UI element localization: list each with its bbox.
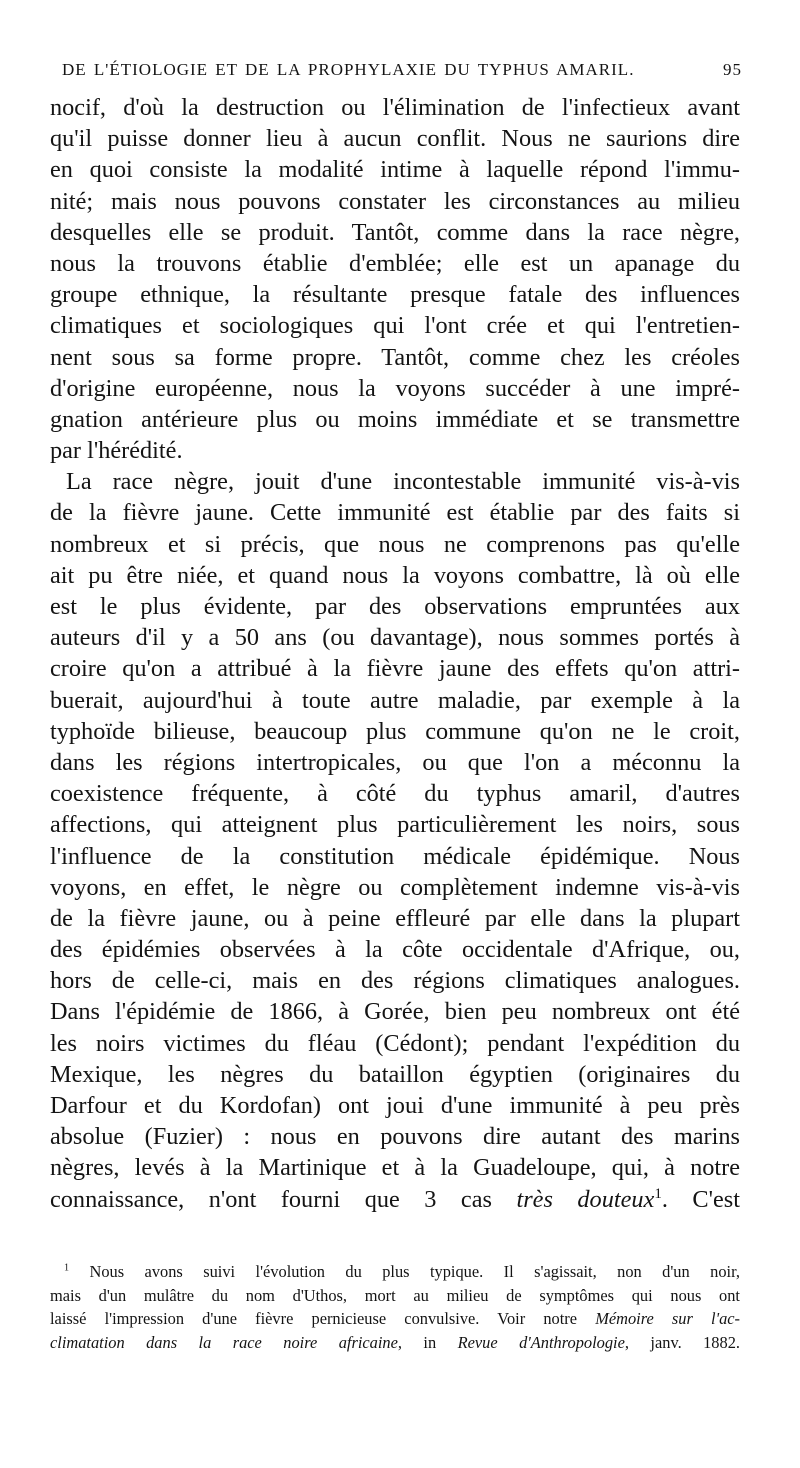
footnote-marker: 1 <box>64 1262 70 1274</box>
footnote-text: , janv. 1882. <box>624 1332 740 1352</box>
text-line: gnation antérieure plus ou moins immédiate et se transmettre <box>50 405 740 433</box>
running-title: DE L'ÉTIOLOGIE ET DE LA PROPHYLAXIE DU TYPHUS AMARIL. <box>62 60 635 79</box>
text-line: groupe ethnique, la résultante presque fatale des influences <box>50 281 740 309</box>
text-line: Dans l'épidémie de 1866, à Gorée, bien peu nombreux ont été <box>50 998 740 1026</box>
text-line: typhoïde bilieuse, beaucoup plus commune qu'on ne le croit, <box>50 717 740 745</box>
text-line: dans les régions intertropicales, ou que l'on a méconnu la <box>50 748 740 776</box>
running-head <box>62 60 742 86</box>
text-line: Mexique, les nègres du bataillon égyptien (originaires du <box>50 1060 740 1088</box>
text-line: qu'il puisse donner lieu à aucun conflit. Nous ne saurions dire <box>50 125 740 153</box>
text-line-with-note <box>50 1184 740 1215</box>
text-line: nous la trouvons établie d'emblée; elle est un apanage du <box>50 249 740 277</box>
footnote-title: Mémoire sur l'ac- <box>595 1309 740 1329</box>
text-line: nombreux et si précis, que nous ne comprenons pas qu'elle <box>50 530 740 558</box>
text-line: buerait, aujourd'hui à toute autre maladie, par exemple à la <box>50 686 740 714</box>
footnote-text: Nous avons suivi l'évolution du plus typique. Il s'agissait, non d'un noir, <box>89 1262 740 1281</box>
text-line: des épidémies observées à la côte occidentale d'Afrique, ou, <box>50 936 740 964</box>
text-fragment: connaissance, n'ont fourni que 3 cas <box>50 1185 517 1213</box>
footnote-text: laissé l'impression d'une fièvre pernicieuse convulsive. Voir notre <box>50 1309 596 1329</box>
text-line: les noirs victimes du fléau (Cédont); pendant l'expédition du <box>50 1029 740 1057</box>
footnote-line <box>50 1260 740 1284</box>
footnote-line: mais d'un mulâtre du nom d'Uthos, mort au milieu de symptômes qui nous ont <box>50 1285 740 1305</box>
text-line: est le plus évidente, par des observations empruntées aux <box>50 593 740 620</box>
text-line: auteurs d'il y a 50 ans (ou davantage), nous sommes portés à <box>50 624 740 652</box>
page-number: 95 <box>723 60 742 79</box>
text-line: desquelles elle se produit. Tantôt, comme dans la race nègre, <box>50 218 740 246</box>
text-line: voyons, en effet, le nègre ou complètement indemne vis-à-vis <box>50 873 740 901</box>
text-line: l'influence de la constitution médicale épidémique. Nous <box>50 842 740 870</box>
footnote-reference[interactable]: 1 <box>654 1185 662 1202</box>
text-line: en quoi consiste la modalité intime à laquelle répond l'immu- <box>50 156 740 184</box>
footnote-text: , in <box>397 1332 458 1352</box>
text-line: absolue (Fuzier) : nous en pouvons dire autant des marins <box>50 1123 740 1151</box>
text-line: nocif, d'où la destruction ou l'élimination de l'infectieux avant <box>50 94 740 121</box>
text-line: nent sous sa forme propre. Tantôt, comme chez les créoles <box>50 343 740 371</box>
paragraph-end-line: par l'hérédité. <box>50 437 183 465</box>
text-line: hors de celle-ci, mais en des régions climatiques analogues. <box>50 967 740 995</box>
text-line: Darfour et du Kordofan) ont joui d'une immunité à peu près <box>50 1092 740 1119</box>
text-fragment: . C'est <box>661 1185 740 1213</box>
text-line: nité; mais nous pouvons constater les circonstances au milieu <box>50 187 740 215</box>
body-text <box>50 92 740 1215</box>
text-line: coexistence fréquente, à côté du typhus amaril, d'autres <box>50 780 740 808</box>
text-line: de la fièvre jaune. Cette immunité est établie par des faits si <box>50 499 740 527</box>
text-line: d'origine européenne, nous la voyons succéder à une impré- <box>50 374 740 402</box>
text-line: ait pu être niée, et quand nous la voyons combattre, là où elle <box>50 561 740 589</box>
text-line: affections, qui atteignent plus particulièrement les noirs, sous <box>50 811 740 839</box>
text-line: croire qu'on a attribué à la fièvre jaune des effets qu'on attri- <box>50 655 740 683</box>
text-line: climatiques et sociologiques qui l'ont crée et qui l'entretien- <box>50 312 740 340</box>
footnote-line <box>50 1307 740 1331</box>
text-line: de la fièvre jaune, ou à peine effleuré par elle dans la plupart <box>50 904 740 932</box>
footnote-line <box>50 1331 740 1355</box>
footnote-journal: Revue d'Anthropologie <box>457 1332 625 1352</box>
text-line: nègres, levés à la Martinique et à la Guadeloupe, qui, à notre <box>50 1154 740 1182</box>
paragraph-start-line: La race nègre, jouit d'une incontestable immunité vis-à-vis <box>66 468 740 496</box>
footnote <box>50 1260 740 1354</box>
emphasis: très douteux <box>516 1185 655 1213</box>
footnote-title: climatation dans la race noire africaine <box>50 1332 398 1352</box>
